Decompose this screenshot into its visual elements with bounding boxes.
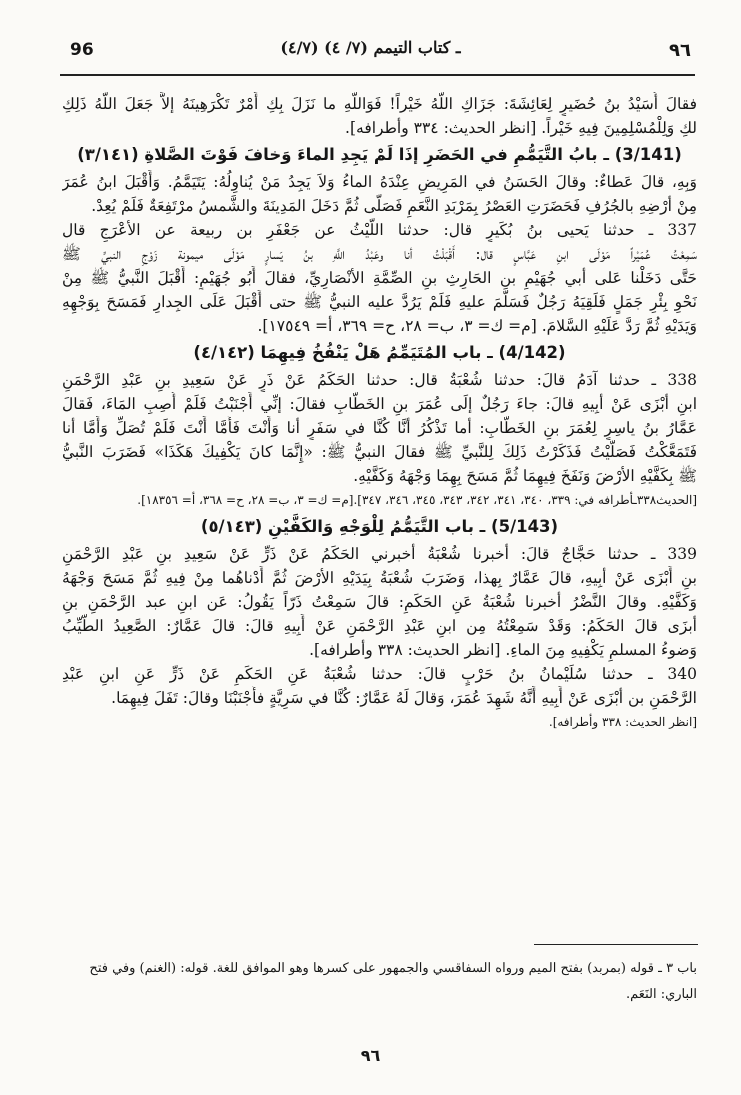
main-text xyxy=(62,92,697,734)
text-line: لكِ وَلِلْمُسْلِمِينَ فِيهِ خَيْراً. [انظر الحديث: ٣٣٤ وأطرافه]. xyxy=(345,119,697,137)
chapter-heading: (5/143) ـ باب التَّيَمُّمُ لِلْوَجْهِ وَالكَفَّيْنِ (٥/١٤٣) xyxy=(200,517,559,536)
footer-page-number: ٩٦ xyxy=(360,1046,381,1065)
chapter-heading: (3/141) ـ بابُ التَّيَمُّمِ في الحَضَرِ إذَا لَمْ يَجِدِ الماءَ وَخافَ فَوْتَ الصَّلاةِ (٣/١٤١) xyxy=(77,145,682,164)
page-number-latin: 96 xyxy=(70,40,94,60)
footnote-rule xyxy=(534,944,698,945)
text-line: 340 ـ حدثنا سُلَيْمانُ بنُ حَرْبٍ قالَ: حدثنا شُعْبَةُ عَنِ الحَكَمِ عَنْ ذَرٍّ عَنِ ابنِ عَبْدِ xyxy=(62,665,697,683)
reference-line: [الحديث٣٣٨ـأطرافه في: ٣٣٩، ٣٤٠، ٣٤١، ٣٤٢، ٣٤٣، ٣٤٥، ٣٤٦، ٣٤٧].[م= ك= ٣، ب= ٢٨، ح= ٣٦٨، أ= ١٨٣٥٦]. xyxy=(137,493,697,507)
footnote xyxy=(62,956,697,1008)
text-line: 338 ـ حدثنا آدَمُ قالَ: حدثنا شُعْبَةُ قال: حدثنا الحَكَمُ عَنْ ذَرٍ عَنْ سَعِيدِ بنِ عَبْدِ الرَّحْمَنِ xyxy=(62,371,697,389)
header-rule xyxy=(60,74,695,76)
running-title: (٤/٧) ـ كتاب التيمم (٧/ ٤) xyxy=(280,38,461,57)
text-line: ﷺ بِكَفَّيْهِ الأرْضَ وَنَفَخَ فِيهِمَا ثُمَّ مَسَحَ بِهِمَا وَجْهَهُ وَكَفَّيْهِ. xyxy=(353,467,697,485)
text-line: وَبِهِ، قالَ عَطاءٌ: وقالَ الحَسَنُ في المَرِيضِ عِنْدَهُ الماءُ وَلاَ يَجِدُ مَنْ يُناوِلُهُ: يَتَيَمَّمُ. وَأَقْبَلَ ابنُ عُمَرَ xyxy=(62,173,697,191)
text-line: 339 ـ حدثنا حَجَّاجٌ قالَ: أخبرنا شُعْبَةُ أخبرني الحَكَمُ عَنْ ذَرٍّ عَنْ سَعِيدِ بنِ عَبْدِ الرَّحْمَنِ xyxy=(62,545,697,563)
text-line: أبزَى قالَ الحَكَمُ: وَقَدْ سَمِعْتُهُ مِن ابنِ عَبْدِ الرَّحْمَنِ عَنْ أَبِيهِ قالَ: قالَ عَمَّارٌ: الصَّعِيدُ الطَّيِّبُ xyxy=(62,617,697,635)
chapter-heading: (4/142) ـ باب المُتَيَمِّمُ هَلْ يَنْفُخُ فِيهِمَا (٤/١٤٢) xyxy=(193,343,566,362)
text-line: حَتَّى دَخَلْنا عَلى أبي جُهَيْمِ بنِ الحَارِثِ بنِ الصِّمَّةِ الأنْصَارِيِّ، فقالَ أَبُو جُهَيْمٍ: أَقْبَلَ النَّبيُّ ﷺ مِنْ xyxy=(62,269,697,287)
text-line: 337 ـ حدثنا يَحيى بنُ بُكَيرٍ قال: حدثنا اللَّيْثُ عن جَعْفَرِ بن ربيعة عن الأعْرَجِ قال xyxy=(62,221,697,239)
text-line: نَحْوِ بِئْرِ جَمَلٍ فَلَقِيَهُ رَجُلٌ فَسَلَّمَ عليهِ فَلَمْ يَرُدَّ عليه النبيُّ ﷺ حتى أَقْبَلَ عَلَى الجِدارِ فَمَسَحَ بِوَجْهِهِ xyxy=(62,293,697,311)
footnote-line: باب ٣ ـ قوله (بمربد) بفتح الميم ورواه السفاقسي والجمهور على كسرها وهو الموافق للغة. قوله: (الغنم) وفي فتح xyxy=(89,961,697,976)
text-line: وَيَدَيْهِ ثُمَّ رَدَّ عَلَيْهِ السَّلامَ. [م= ك= ٣، ب= ٢٨، ح= ٣٦٩، أ= ١٧٥٤٩]. xyxy=(257,317,697,335)
text-line: فقالَ أُسَيْدُ بنُ حُضَيرٍ لِعَائِشَةَ: جَزَاكِ اللَّهُ خَيْراً! فَوَاللَّهِ ما نَزَلَ بِكِ أَمْرٌ تَكْرَهِينَهُ إلاَّ جَعَلَ اللَّهُ ذَلِكِ xyxy=(62,95,697,113)
text-line: بنِ أَبْزَى عَنْ أبِيهِ، قالَ عَمَّارٌ بِهذا، وَضَرَبَ شُعْبَةُ بِيَدَيْهِ الأرْضَ ثُمَّ أَدْناهُما مِنْ فِيهِ ثُمَّ مَسَحَ وَجْهَهُ xyxy=(62,569,697,587)
text-line: وَكَفَّيْهِ. وقالَ النَّضْرُ أخبرنا شُعْبَةُ عَنِ الحَكَمِ: قالَ سَمِعْتُ ذَرّاً يَقُولُ: عَن ابنِ عبد الرَّحْمَنِ بنِ xyxy=(62,593,697,611)
reference-line: [انظر الحديث: ٣٣٨ وأطرافه]. xyxy=(548,715,697,729)
text-line: فَتَمَعَّكْتُ فَصَلَّيْتُ فَذَكَرْتُ ذَلِكَ لِلنَّبيِّ ﷺ فقالَ النبيُّ ﷺ: «إِنَّمَا كانَ يَكْفِيكَ هَكَذَا» فَضَرَبَ النَّبيُّ xyxy=(62,443,697,461)
text-line: عَمَّارُ بنُ ياسِرٍ لِعُمَرَ بنِ الخَطَّابِ: أما تَذْكُرُ أنَّا كُنَّا في سَفَرٍ أنا وَأَنْتَ فَأَمَّا أَنْتَ فَلَمْ تُصَلِّ وَأَمَّا أنا xyxy=(62,419,697,437)
text-line: سَمِعْتُ عُمَيْراً مَوْلَى ابنِ عَبَّاسٍ قال: أَقْبَلْتُ أنا وعَبْدُ اللَّهِ بنُ يَسارٍ مَوْلَى ميمونة زَوْجِ النبيِّ ﷺ xyxy=(62,245,697,263)
page-number-arabic: ٩٦ xyxy=(669,40,691,61)
text-line: وَضوءُ المسلمِ يَكْفِيهِ مِنَ الماءِ. [انظر الحديث: ٣٣٨ وأطرافه]. xyxy=(309,641,697,659)
text-line: الرَّحْمَنِ بن أبْزَى عَنْ أَبِيهِ أَنَّهُ شَهِدَ عُمَرَ، وَقالَ لَهُ عَمَّارٌ: كُنَّا في سَرِيَّةٍ فأَجْنَبْنَا وقالَ: تَفَلَ فِيهِمَا. xyxy=(111,689,697,707)
footnote-line: الباري: النَعَم. xyxy=(626,987,697,1002)
text-line: ابنِ أبْزَى عَنْ أبِيهِ قالَ: جاءَ رَجُلٌ إلَى عُمَرَ بنِ الخَطَّابِ فقالَ: إنِّي أَجْنَبْتُ فَلَمْ أُصِبِ المَاءَ، فَقالَ xyxy=(62,395,697,413)
text-line: مِنْ أرْضِهِ بالجُرُفِ فَحَضَرَتِ العَصْرُ بِمَرْبَدِ النَّعَمِ فَصَلَّى ثُمَّ دَخَلَ المَدِينَةَ والشَّمسُ مرْتَفِعَةٌ فَلَمْ يُعِدْ. xyxy=(91,197,697,215)
